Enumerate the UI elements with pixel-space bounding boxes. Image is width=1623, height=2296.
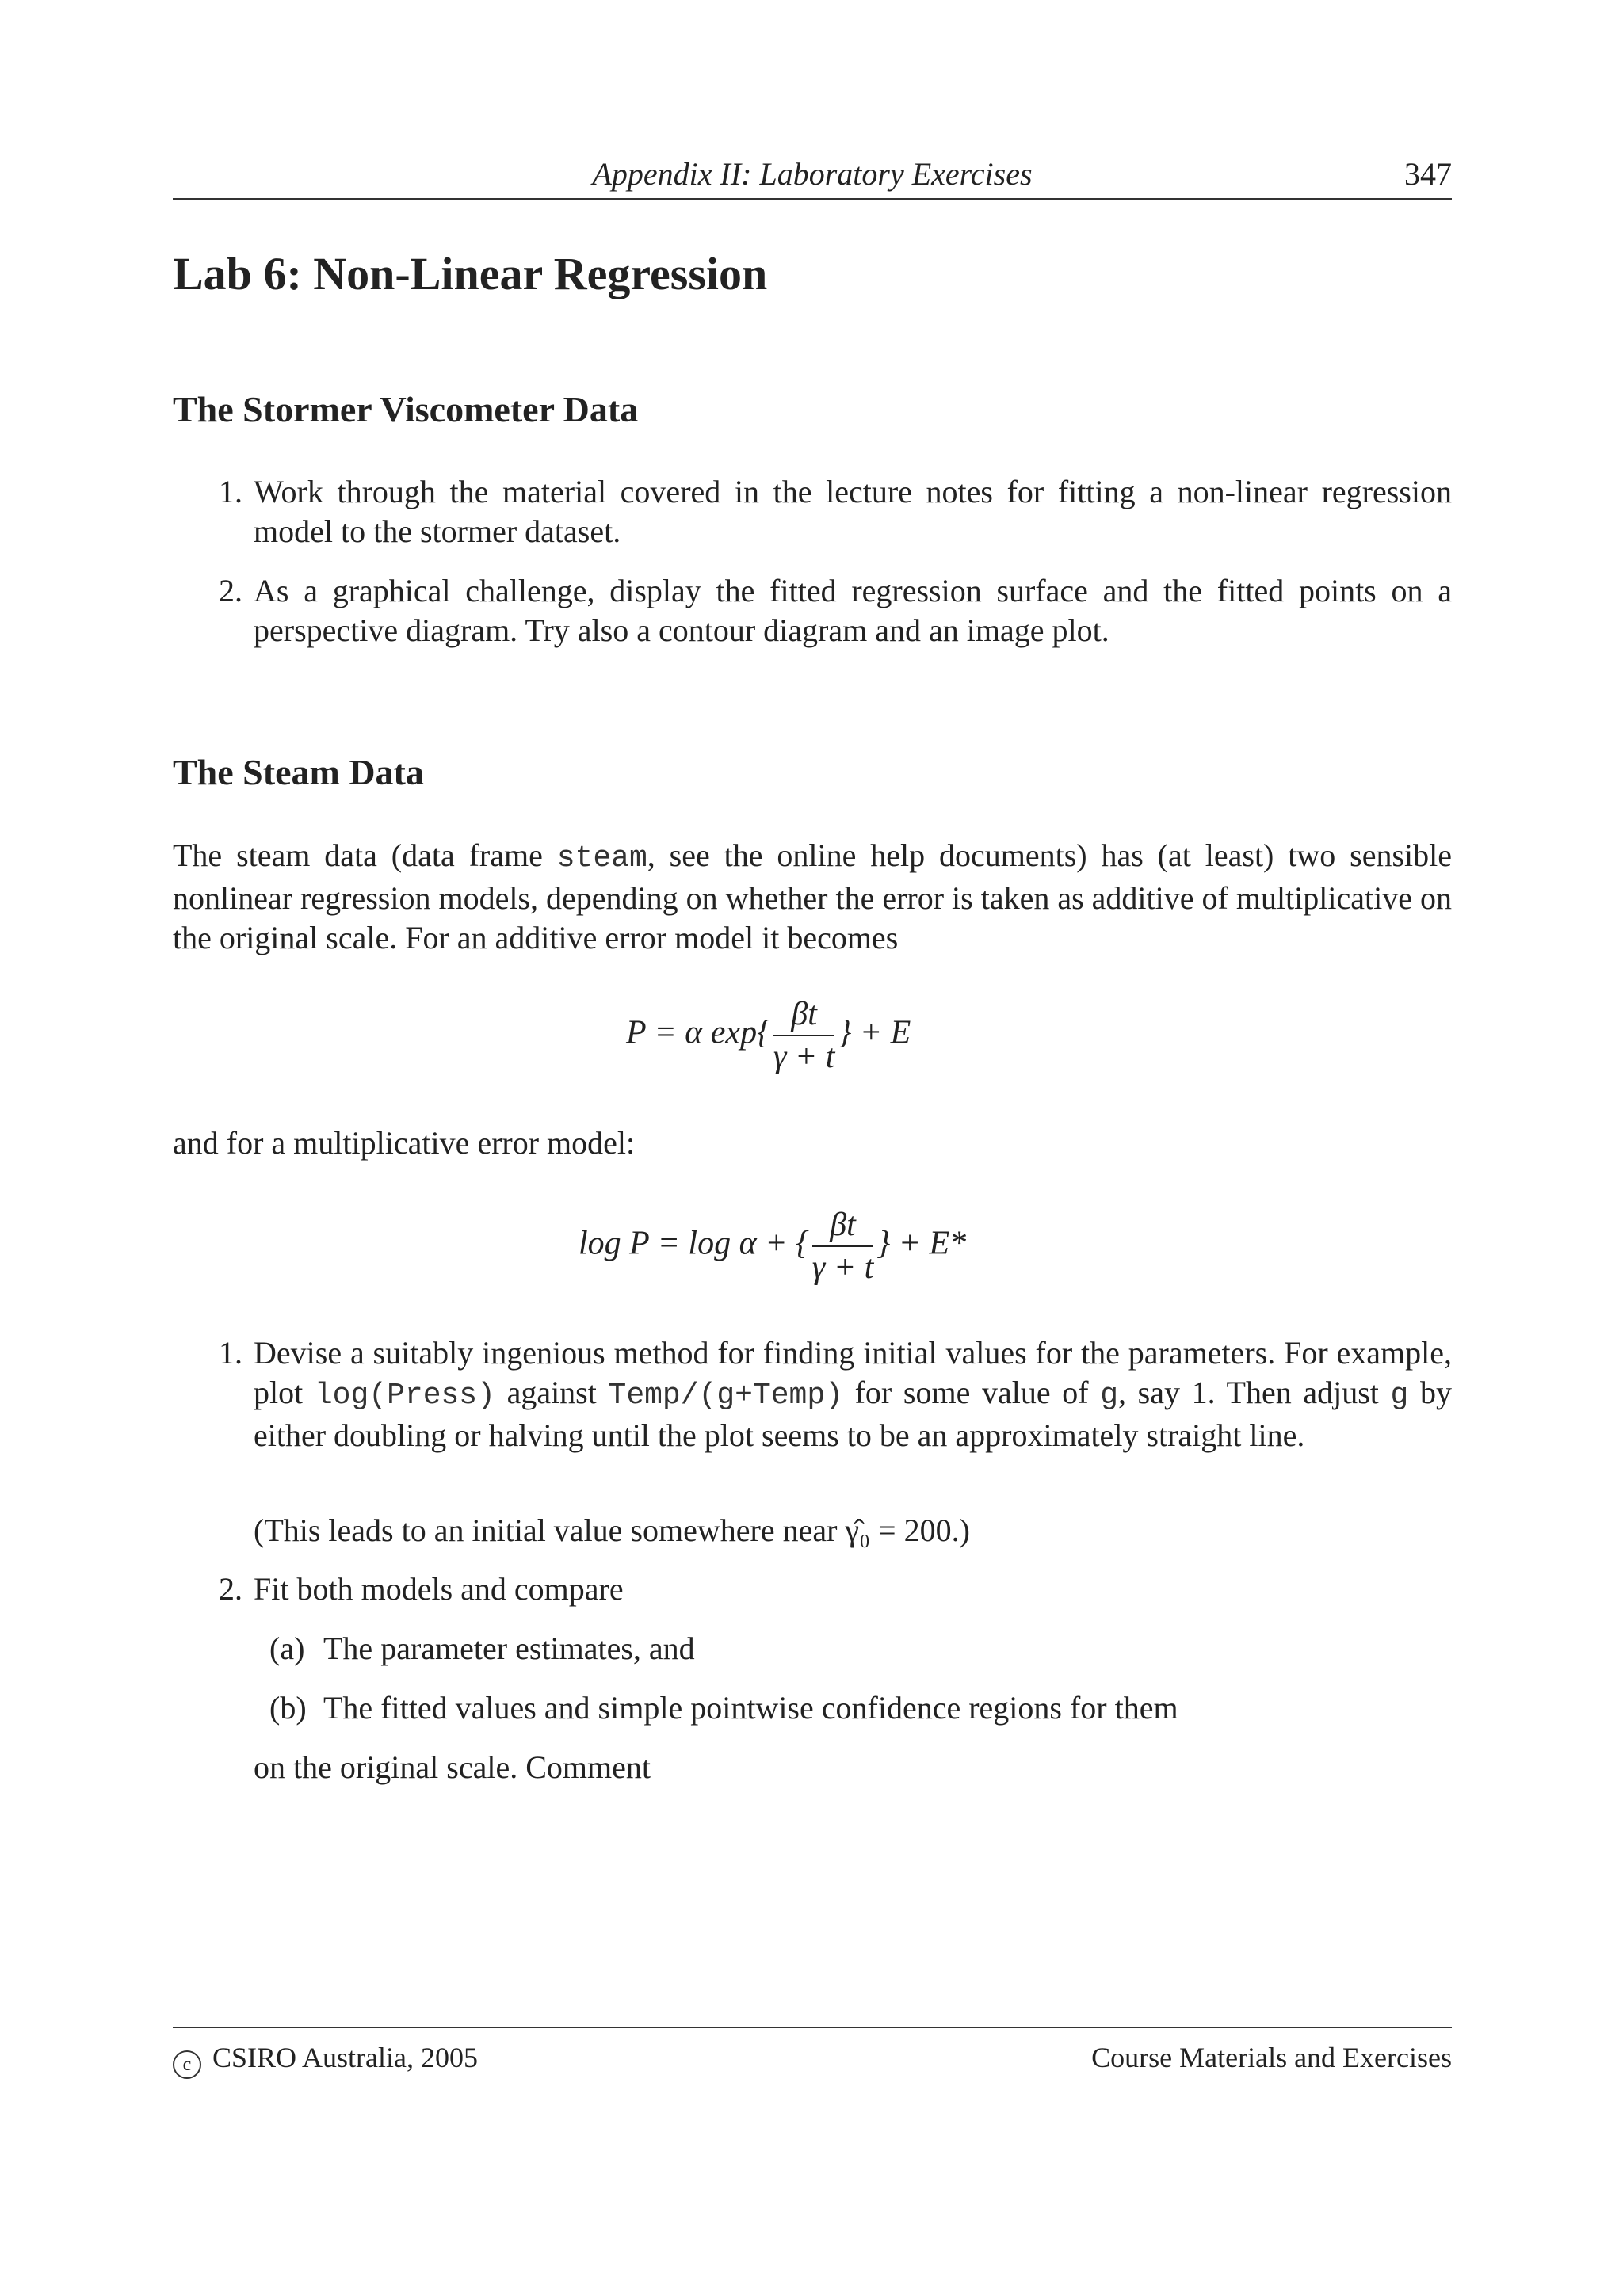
page-number: 347 [1404,156,1452,192]
steam-item-2-tail: on the original scale. Comment [254,1749,651,1785]
sub-item-a-label: (a) [269,1630,305,1666]
steam-item-1-text: Devise a suitably ingenious method for finding initial values for the parameters. For example, plot log(Press) against Temp/(g+Temp) for some value of g, say 1. Then adjust g by either doubling or halving until the plot seems to be an approximately straight line. [254,1335,1452,1453]
stormer-item-1-text: Work through the material covered in the lecture notes for fitting a non-linear regression model to the stormer dataset. [254,474,1452,549]
page-header [173,152,1452,200]
additive-equation: P = α exp{ $\frac{\beta t}{\gamma + t}$ } + E [626,996,911,1075]
sub-item-b-label: (b) [269,1690,307,1726]
footer-course-title: Course Materials and Exercises [1091,2042,1452,2073]
stormer-item-2-text: As a graphical challenge, display the fitted regression surface and the fitted points on a perspective diagram. Try also a contour diagram and an image plot. [254,573,1452,648]
stormer-item-1-number: 1. [219,474,242,509]
code-steam: steam [556,841,647,875]
running-title: Appendix II: Laboratory Exercises [592,156,1033,192]
multiplicative-intro: and for a multiplicative error model: [173,1125,636,1161]
steam-item-2-number: 2. [219,1571,242,1607]
steam-heading: The Steam Data [173,752,424,792]
multiplicative-equation: log P = log α + { $\frac{\beta t}{\gamma + t}$ } + E* [579,1207,967,1286]
copyright-icon: c [173,2050,201,2079]
stormer-item-2-number: 2. [219,573,242,608]
lab-title: Lab 6: Non-Linear Regression [173,248,768,299]
sub-item-b-text: The fitted values and simple pointwise confidence regions for them [323,1690,1178,1726]
initial-value-note: (This leads to an initial value somewhere near γ̂₀ = 200.) [254,1512,970,1548]
sub-item-a-text: The parameter estimates, and [323,1630,695,1666]
steam-item-1-number: 1. [219,1335,242,1371]
steam-intro: The steam data (data frame steam, see the online help documents) has (at least) two sensible nonlinear regression models, depending on whether the error is taken as additive of multiplicative on the original scale. For an additive error model it becomes [173,837,1453,955]
steam-item-2-text: Fit both models and compare [254,1571,624,1607]
stormer-heading: The Stormer Viscometer Data [173,389,639,429]
footer-rule [173,2027,1452,2028]
footer-copyright: c CSIRO Australia, 2005 [173,2041,478,2079]
